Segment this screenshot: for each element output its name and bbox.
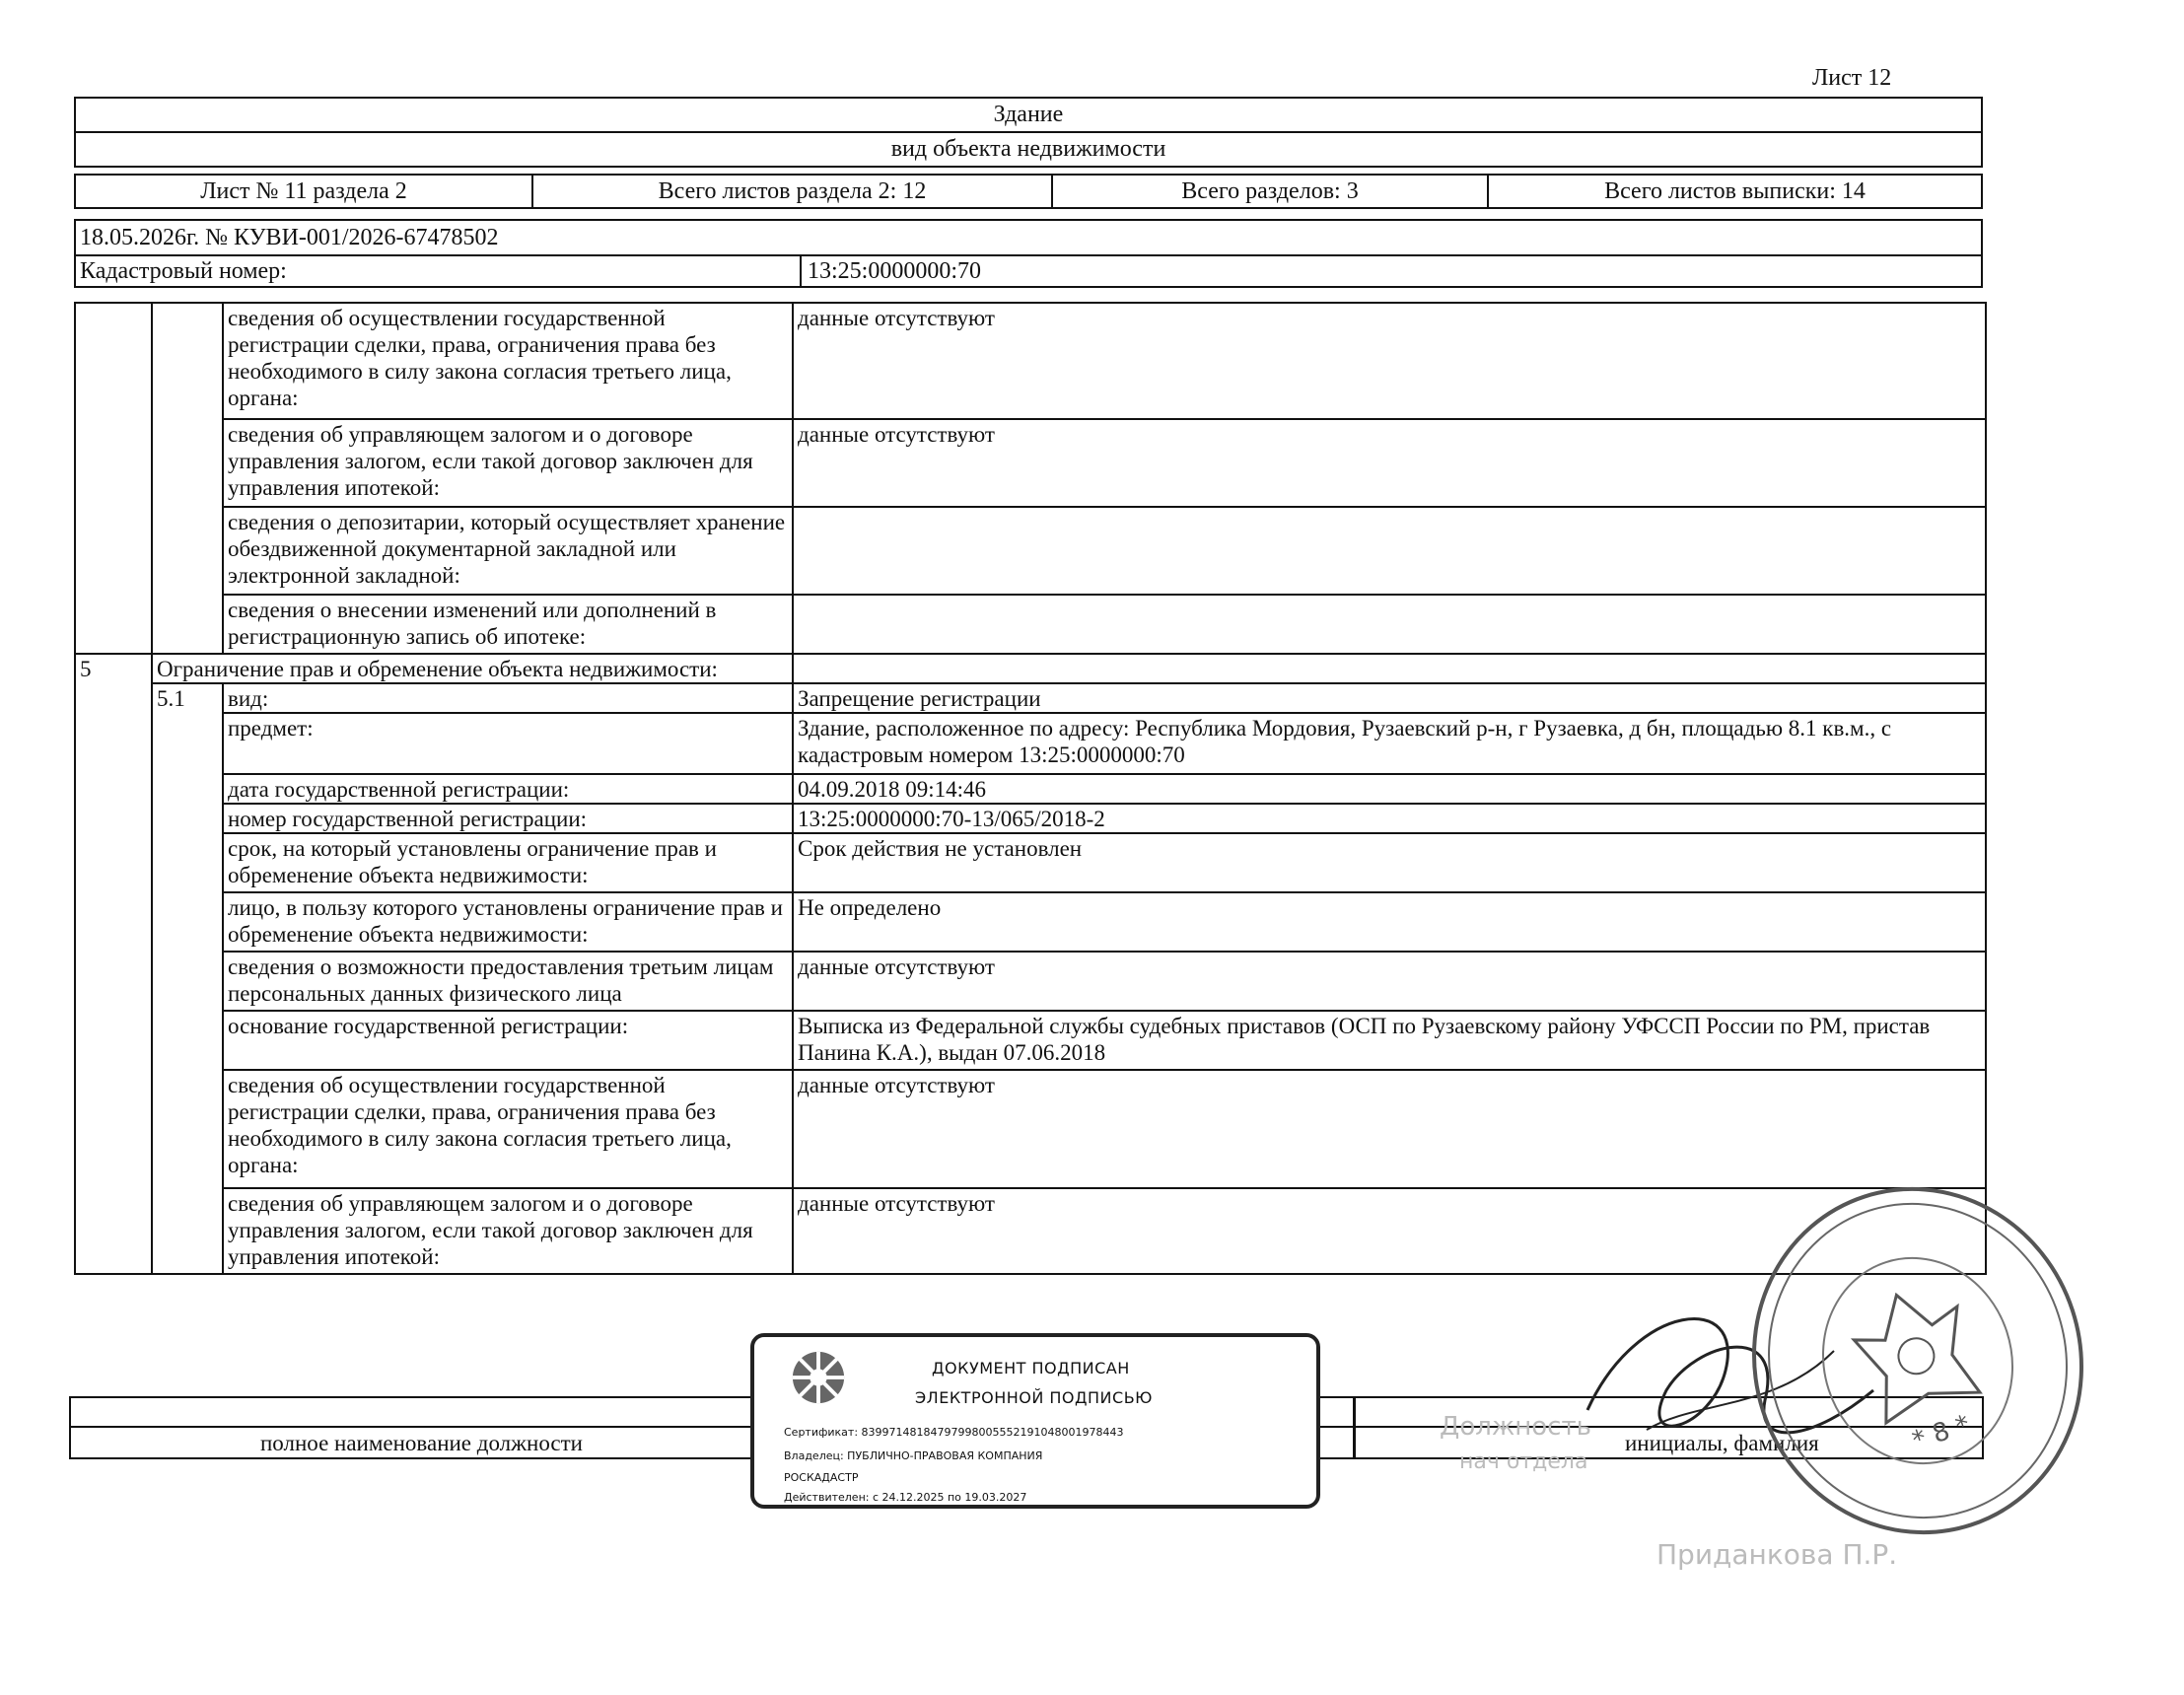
row-label: сведения о возможности предоставления третьим лицам персональных данных физического лица (223, 952, 793, 1011)
faded-dept-mark: нач отдела (1459, 1449, 1588, 1474)
faded-position-mark: Должность (1440, 1412, 1591, 1442)
table-row (75, 952, 1986, 1011)
esig-owner-org: РОСКАДАСТР (784, 1471, 859, 1484)
row-value: 04.09.2018 09:14:46 (793, 774, 1986, 804)
total-sections: Всего разделов: 3 (1053, 176, 1489, 207)
roskadastr-logo-icon (790, 1349, 847, 1406)
row-label: дата государственной регистрации: (223, 774, 793, 804)
sheet-meta-row (74, 174, 1983, 209)
table-row (75, 774, 1986, 804)
svg-text:* 8 *: * 8 * (1909, 1409, 1974, 1456)
object-type: Здание (993, 102, 1064, 127)
document-id-box (74, 219, 1983, 288)
table-row (75, 1070, 1986, 1188)
row-value: данные отсутствуют (793, 1070, 1986, 1188)
row-label: основание государственной регистрации: (223, 1011, 793, 1070)
e-signature-box (750, 1333, 1320, 1509)
row-label: вид: (223, 683, 793, 713)
table-row (75, 1188, 1986, 1274)
total-extract-sheets: Всего листов выписки: 14 (1604, 178, 1866, 204)
row-label: сведения об управляющем залогом и о договоре управления залогом, если такой договор заключен для управления ипотекой: (223, 1188, 793, 1274)
table-row (75, 833, 1986, 892)
table-row (75, 303, 1986, 419)
cadastral-value: 13:25:0000000:70 (808, 258, 982, 284)
row-label: сведения о внесении изменений или дополнений в регистрационную запись об ипотеке: (223, 595, 793, 654)
sheet-number: Лист 12 (1812, 65, 1892, 91)
row-label: сведения о депозитарии, который осуществляет хранение обездвиженной документарной закладной или электронной закладной: (223, 507, 793, 595)
table-row (75, 419, 1986, 507)
seal-stamp-icon (1745, 1173, 2090, 1548)
row-value: данные отсутствуют (793, 952, 1986, 1011)
row-label: сведения об управляющем залогом и о договоре управления залогом, если такой договор заключен для управления ипотекой: (223, 419, 793, 507)
sheet-of-section: Лист № 11 раздела 2 (76, 176, 533, 207)
row-label: срок, на который установлены ограничение прав и обременение объекта недвижимости: (223, 833, 793, 892)
row-label: номер государственной регистрации: (223, 804, 793, 833)
section-5-header (75, 654, 1986, 683)
document-date-number: 18.05.2026г. № КУВИ-001/2026-67478502 (76, 221, 1981, 256)
table-row (75, 507, 1986, 595)
object-type-header (74, 97, 1983, 168)
position-label: полное наименование должности (260, 1431, 583, 1455)
row-value: 13:25:0000000:70-13/065/2018-2 (793, 804, 1986, 833)
row-label: предмет: (223, 713, 793, 774)
table-row (75, 1011, 1986, 1070)
row-value: Выписка из Федеральной службы судебных приставов (ОСП по Рузаевскому району УФССП России по РМ, пристав Панина К.А.), выдан 07.06.2018 (793, 1011, 1986, 1070)
table-row (75, 892, 1986, 952)
faded-name-mark: Приданкова П.Р. (1656, 1538, 1898, 1571)
row-value: данные отсутствуют (793, 419, 1986, 507)
object-type-caption: вид объекта недвижимости (76, 131, 1981, 166)
row-label: сведения об осуществлении государственной регистрации сделки, права, ограничения права без необходимого в силу закона согласия третьего лица, органа: (223, 303, 793, 419)
esig-title-line1: ДОКУМЕНТ ПОДПИСАН (932, 1359, 1130, 1377)
table-row (75, 595, 1986, 654)
row-value: данные отсутствуют (793, 303, 1986, 419)
table-row (75, 713, 1986, 774)
row-value (793, 595, 1986, 654)
section-number: 5 (75, 654, 152, 1274)
esig-validity: Действителен: с 24.12.2025 по 19.03.2027 (784, 1491, 1027, 1504)
cadastral-label: Кадастровый номер: (76, 256, 802, 286)
table-row (75, 683, 1986, 713)
esig-owner: Владелец: ПУБЛИЧНО-ПРАВОВАЯ КОМПАНИЯ (784, 1449, 1043, 1462)
esig-certificate: Сертификат: 83997148184797998005552191048001978443 (784, 1426, 1124, 1439)
row-label: лицо, в пользу которого установлены ограничение прав и обременение объекта недвижимости: (223, 892, 793, 952)
row-value: Здание, расположенное по адресу: Республика Мордовия, Рузаевский р-н, г Рузаевка, д бн, площадью 8.1 кв.м., с кадастровым номером 13:25:0000000:70 (793, 713, 1986, 774)
esig-title-line2: ЭЛЕКТРОННОЙ ПОДПИСЬЮ (915, 1388, 1153, 1407)
row-value: данные отсутствуют (793, 1188, 1986, 1274)
row-label: сведения об осуществлении государственной регистрации сделки, права, ограничения права без необходимого в силу закона согласия третьего лица, органа: (223, 1070, 793, 1188)
row-value: Не определено (793, 892, 1986, 952)
section-title: Ограничение прав и обременение объекта недвижимости: (152, 654, 793, 683)
total-section-sheets: Всего листов раздела 2: 12 (533, 176, 1053, 207)
encumbrance-table (74, 302, 1987, 1275)
row-value (793, 507, 1986, 595)
sub-number: 5.1 (152, 683, 223, 1274)
row-value: Запрещение регистрации (793, 683, 1986, 713)
row-value: Срок действия не установлен (793, 833, 1986, 892)
name-label: инициалы, фамилия (1625, 1431, 1819, 1455)
table-row (75, 804, 1986, 833)
